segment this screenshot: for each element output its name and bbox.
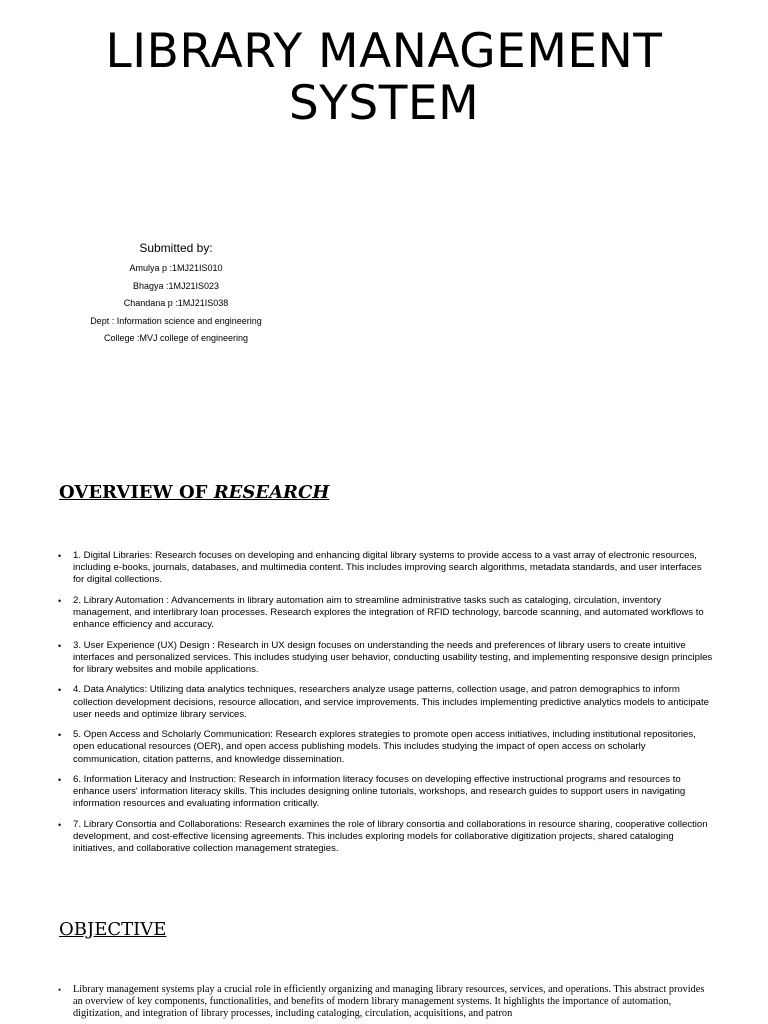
- objective-list: [58, 984, 714, 1021]
- overview-heading: [59, 482, 329, 504]
- submitter-bhagya: Bhagya :1MJ21IS023: [132, 280, 220, 291]
- objective-item: • Library management systems play a crucial role in efficiently organizing and managing library resources, services, and operations. This abstract provides an overview of key components, functionalities, and benefits of modern library management systems. It highlights the importance of automation, digitization, and integration of library processes, including cataloging, circulation, acquisitions, and patron: [58, 984, 714, 1021]
- title-line-2: SYSTEM: [288, 76, 480, 131]
- college-line: College :MVJ college of engineering: [103, 333, 249, 343]
- submission-block: [60, 240, 292, 348]
- department-line: Dept : Information science and engineering: [90, 315, 262, 326]
- overview-heading-emphasis: RESEARCH: [213, 482, 330, 503]
- submitter-amulya: Amulya p :1MJ21IS010: [129, 263, 223, 273]
- research-item-data-analytics: • 4. Data Analytics: Utilizing data analytics techniques, researchers analyze usage patterns, collection usage, and patron demographics to inform collection development decisions, resource allocation, and service improvements. This includes implementing predictive analytics models to anticipate user needs and optimize library services.: [58, 684, 714, 721]
- research-overview-list: [58, 550, 714, 864]
- research-item-digital-libraries: • 1. Digital Libraries: Research focuses on developing and enhancing digital library systems to provide access to a vast array of electronic resources, including e-books, journals, databases, and multimedia content. This includes improving search algorithms, metadata standards, and user interfaces for digital collections.: [58, 550, 714, 587]
- research-item-library-automation: • 2. Library Automation : Advancements in library automation aim to streamline administrative tasks such as cataloging, circulation, inventory management, and interlibrary loan processes. Research explores the integration of RFID technology, barcode scanning, and automated workflows to enhance efficiency and accuracy.: [58, 595, 714, 632]
- research-item-open-access: • 5. Open Access and Scholarly Communication: Research explores strategies to promote open access initiatives, including institutional repositories, open educational resources (OER), and open access publishing models. This includes studying the impact of open access on scholarly communication, citation patterns, and knowledge dissemination.: [58, 729, 714, 766]
- submitted-by-heading: Submitted by:: [139, 241, 213, 255]
- research-item-library-consortia: • 7. Library Consortia and Collaborations: Research examines the role of library consortia and collaborations in resource sharing, cooperative collection development, and cost-effective licensing agreements. This includes exploring models for collaborative digitization projects, shared cataloging initiatives, and collaborative collection management strategies.: [58, 819, 714, 856]
- research-item-information-literacy: • 6. Information Literacy and Instruction: Research in information literacy focuses on developing effective instructional programs and resources to enhance users' information literacy skills. This includes designing online tutorials, workshops, and research guides to support users in navigating information resources and evaluating information critically.: [58, 774, 714, 811]
- document-title: [0, 26, 768, 130]
- title-line-1: LIBRARY MANAGEMENT: [105, 24, 663, 79]
- research-item-ux-design: • 3. User Experience (UX) Design : Research in UX design focuses on understanding the needs and preferences of library users to create intuitive interfaces and personalized services. This includes studying user behavior, conducting usability testing, and implementing responsive design principles for library websites and mobile applications.: [58, 640, 714, 677]
- submitter-chandana: Chandana p :1MJ21IS038: [123, 298, 229, 308]
- objective-heading: OBJECTIVE: [59, 919, 167, 940]
- overview-heading-prefix: OVERVIEW OF: [59, 482, 214, 503]
